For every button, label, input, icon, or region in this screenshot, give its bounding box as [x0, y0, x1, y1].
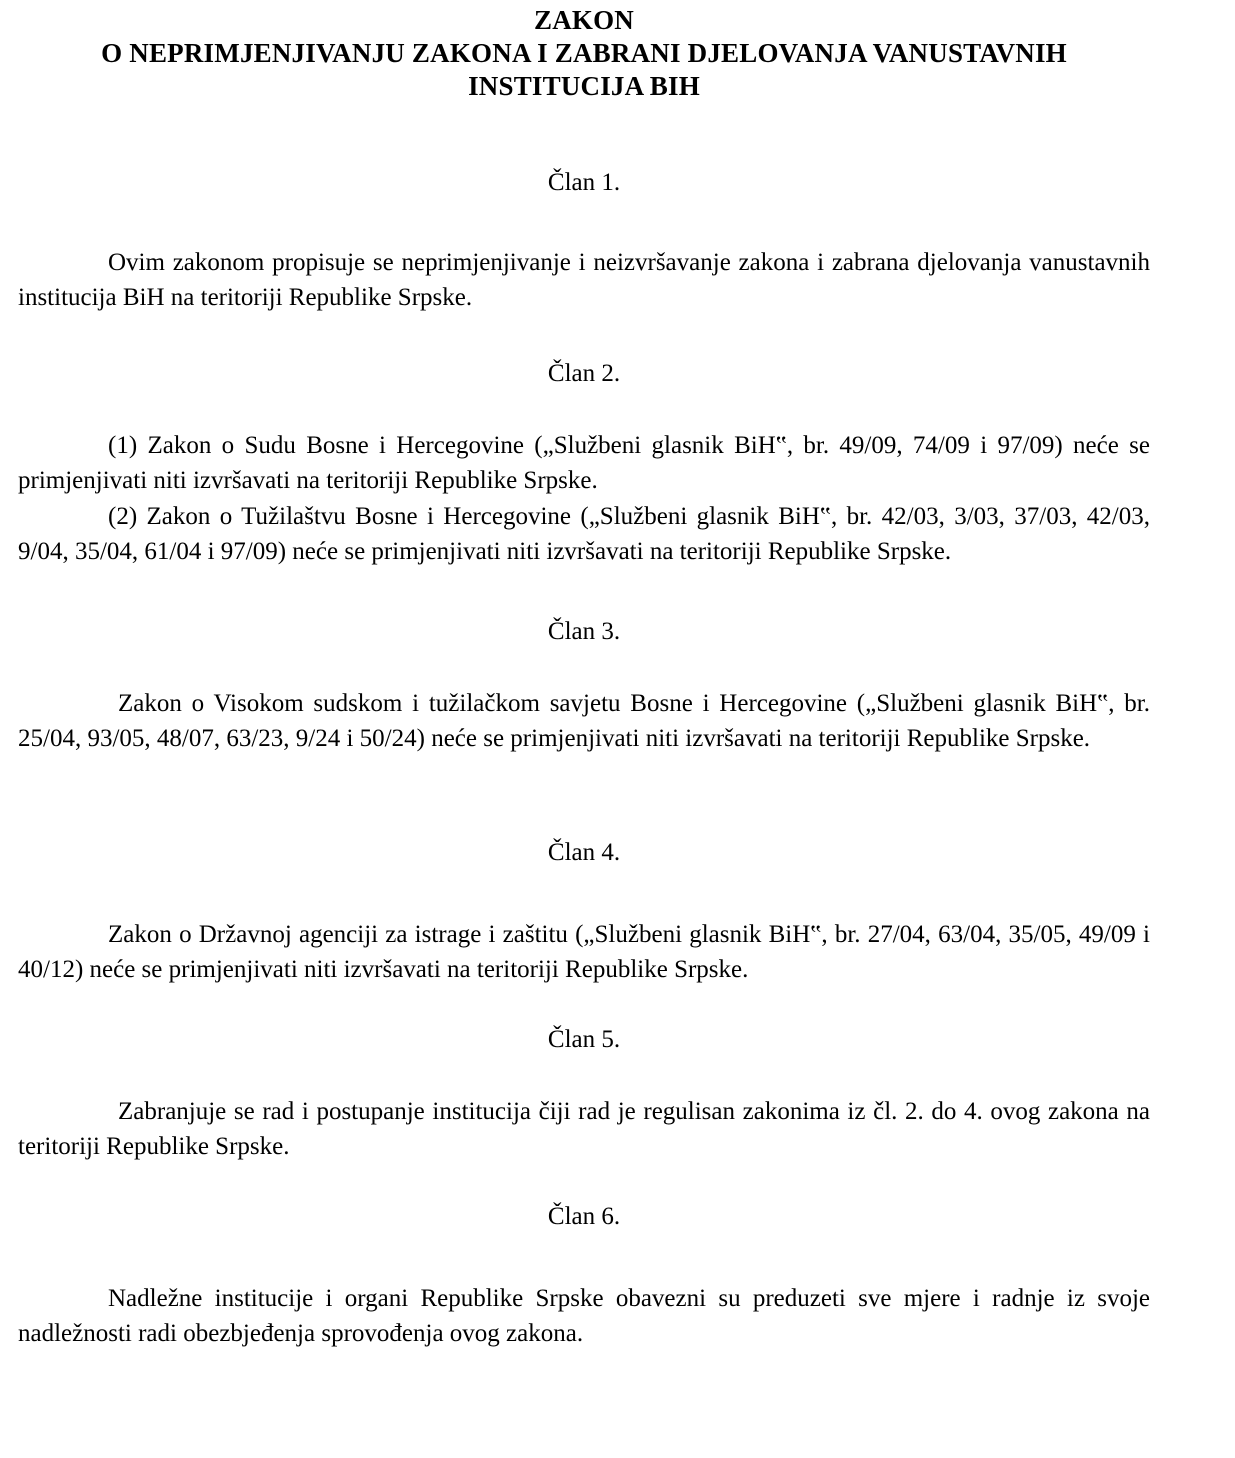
- article-4-paragraph-1: Zakon o Državnoj agenciji za istrage i zaštitu („Službeni glasnik BiH‟, br. 27/04, 63/04, 35/05, 49/09 i 40/12) neće se primjenjivati niti izvršavati na teritoriji Republike Srpske.: [18, 920, 1150, 984]
- spacer: [0, 1054, 1235, 1094]
- spacer: [0, 316, 1235, 360]
- article-heading-3: Član 3.: [547, 617, 621, 645]
- spacer: [0, 757, 1235, 839]
- spacer: [0, 988, 1235, 1026]
- article-6-paragraph-1: Nadležne institucije i organi Republike Srpske obavezni su preduzeti sve mjere i radnje iz svoje nadležnosti radi obezbjeđenja sprovođenja ovog zakona.: [18, 1284, 1150, 1348]
- article-3-paragraph-1: Zakon o Visokom sudskom i tužilačkom savjetu Bosne i Hercegovine („Službeni glasnik BiH‟, br. 25/04, 93/05, 48/07, 63/23, 9/24 i 50/24) neće se primjenjivati niti izvršavati na teritoriji Republike Srpske.: [18, 689, 1150, 753]
- spacer: [0, 1165, 1235, 1203]
- title-line-3: INSTITUCIJA BIH: [468, 70, 700, 101]
- title-line-1: ZAKON: [533, 5, 634, 35]
- spacer: [0, 103, 1235, 169]
- page-title: [0, 0, 1235, 103]
- article-1-paragraph-1: Ovim zakonom propisuje se neprimjenjivanje i neizvršavanje zakona i zabrana djelovanja vanustavnih institucija BiH na teritoriji Republike Srpske.: [18, 248, 1150, 312]
- spacer: [0, 388, 1235, 428]
- spacer: [0, 197, 1235, 245]
- spacer: [0, 570, 1235, 618]
- spacer: [0, 1231, 1235, 1281]
- article-heading-4: Član 4.: [547, 838, 621, 866]
- spacer: [0, 867, 1235, 917]
- article-heading-6: Član 6.: [547, 1202, 621, 1230]
- title-line-2: O NEPRIMJENJIVANJU ZAKONA I ZABRANI DJELOVANJA VANUSTAVNIH: [101, 37, 1067, 68]
- article-2-paragraph-2: (2) Zakon o Tužilaštvu Bosne i Hercegovine („Službeni glasnik BiH‟, br. 42/03, 3/03, 37/03, 42/03, 9/04, 35/04, 61/04 i 97/09) neće se primjenjivati niti izvršavati na teritoriji Republike Srpske.: [18, 502, 1150, 566]
- article-heading-5: Član 5.: [547, 1025, 621, 1053]
- article-heading-1: Član 1.: [547, 168, 621, 196]
- article-5-paragraph-1: Zabranjuje se rad i postupanje institucija čiji rad je regulisan zakonima iz čl. 2. do 4. ovog zakona na teritoriji Republike Srpske.: [18, 1097, 1150, 1161]
- article-2-paragraph-1: (1) Zakon o Sudu Bosne i Hercegovine („Službeni glasnik BiH‟, br. 49/09, 74/09 i 97/09) neće se primjenjivati niti izvršavati na teritoriji Republike Srpske.: [18, 431, 1150, 495]
- spacer: [0, 646, 1235, 686]
- article-heading-2: Član 2.: [547, 359, 621, 387]
